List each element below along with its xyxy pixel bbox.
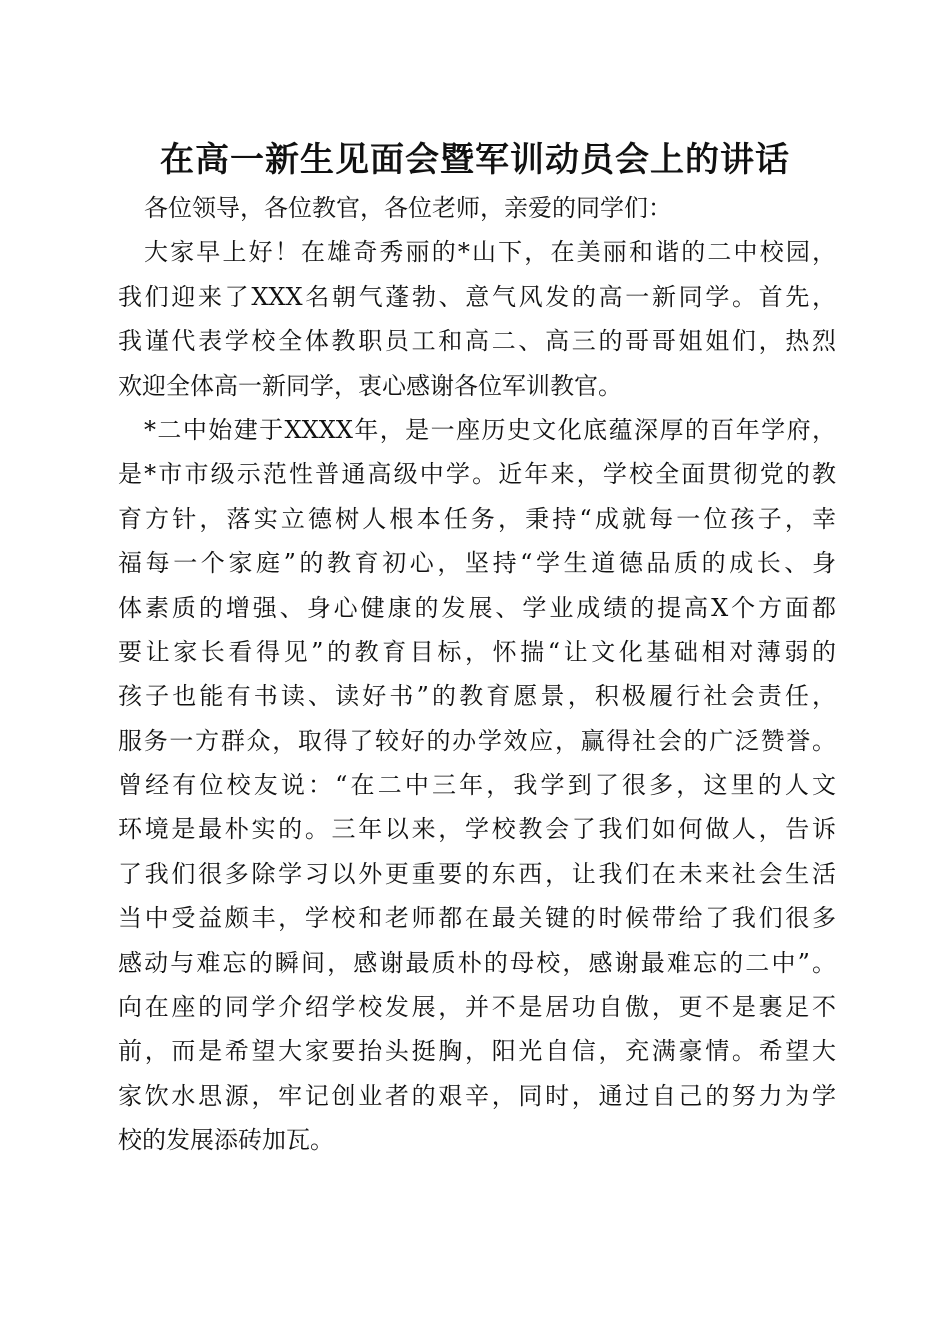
text-line: 是*市市级示范性普通高级中学。近年来，学校全面贯彻党的教 <box>118 460 836 489</box>
text-line: *二中始建于XXXX年，是一座历史文化底蕴深厚的百年学府， <box>144 415 836 444</box>
text-line: 我谨代表学校全体教职员工和高二、高三的哥哥姐姐们，热烈 <box>118 327 836 356</box>
text-line: 体素质的增强、身心健康的发展、学业成绩的提高X个方面都 <box>118 593 836 622</box>
text-line: 前，而是希望大家要抬头挺胸，阳光自信，充满豪情。希望大 <box>118 1037 836 1066</box>
paragraph <box>118 408 836 1163</box>
text-line: 了我们很多除学习以外更重要的东西，让我们在未来社会生活 <box>118 859 836 888</box>
paragraph <box>118 186 836 230</box>
text-line: 校的发展添砖加瓦。 <box>118 1126 334 1155</box>
text-line: 曾经有位校友说：“在二中三年，我学到了很多，这里的人文 <box>118 771 836 800</box>
text-line: 育方针，落实立德树人根本任务，秉持“成就每一位孩子，幸 <box>118 504 836 533</box>
text-line: 大家早上好！在雄奇秀丽的*山下，在美丽和谐的二中校园， <box>144 238 836 267</box>
text-line: 服务一方群众，取得了较好的办学效应，赢得社会的广泛赞誉。 <box>118 726 836 755</box>
text-line: 要让家长看得见”的教育目标，怀揣“让文化基础相对薄弱的 <box>118 637 836 666</box>
text-line: 欢迎全体高一新同学，衷心感谢各位军训教官。 <box>118 371 622 400</box>
paragraph <box>118 230 836 408</box>
text-line: 感动与难忘的瞬间，感谢最质朴的母校，感谢最难忘的二中”。 <box>118 948 836 977</box>
document-title: 在高一新生见面会暨军训动员会上的讲话 <box>160 140 790 180</box>
text-line: 各位领导，各位教官，各位老师，亲爱的同学们： <box>144 194 672 222</box>
document-body <box>118 186 836 1163</box>
text-line: 家饮水思源，牢记创业者的艰辛，同时，通过自己的努力为学 <box>118 1081 836 1110</box>
text-line: 孩子也能有书读、读好书”的教育愿景，积极履行社会责任， <box>118 682 836 711</box>
text-line: 当中受益颇丰，学校和老师都在最关键的时候带给了我们很多 <box>118 904 836 933</box>
text-line: 向在座的同学介绍学校发展，并不是居功自傲，更不是裹足不 <box>118 993 836 1022</box>
text-line: 我们迎来了XXX名朝气蓬勃、意气风发的高一新同学。首先， <box>118 282 836 311</box>
text-line: 福每一个家庭”的教育初心，坚持“学生道德品质的成长、身 <box>118 549 836 578</box>
text-line: 环境是最朴实的。三年以来，学校教会了我们如何做人，告诉 <box>118 815 836 844</box>
